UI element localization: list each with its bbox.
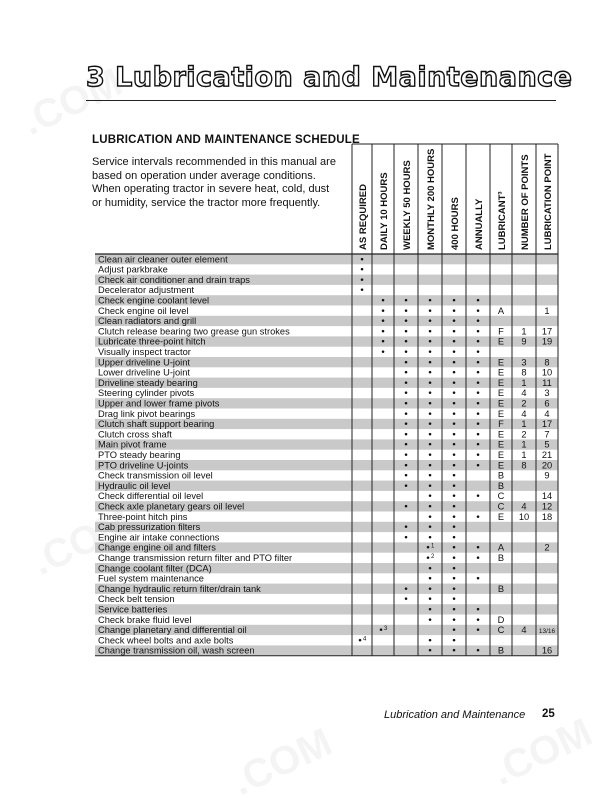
task-label: Change planetary and differential oil: [98, 625, 247, 636]
task-label: Check wheel bolts and axle bolts: [98, 635, 234, 646]
task-label: Adjust parkbrake: [98, 264, 168, 275]
interval-mark: •: [359, 275, 365, 286]
interval-mark: •: [475, 317, 481, 328]
interval-mark: •: [451, 554, 457, 564]
cell-value: 4: [521, 625, 527, 636]
cell-value: B: [497, 645, 505, 656]
interval-mark: •: [427, 399, 433, 410]
cell-value: C: [497, 625, 505, 636]
interval-mark: •: [427, 584, 433, 595]
task-label: Clean radiators and grill: [98, 316, 197, 327]
task-label: Main pivot frame: [98, 439, 167, 450]
interval-mark: •: [451, 492, 457, 503]
interval-mark: •: [475, 574, 481, 585]
footnote-ref: 3: [384, 626, 388, 633]
interval-mark: •: [427, 502, 433, 513]
interval-mark: •: [475, 327, 481, 338]
cell-value: 4: [521, 388, 527, 399]
interval-mark: •: [451, 502, 457, 513]
task-label: Lower driveline U-joint: [98, 367, 190, 378]
cell-value: 1: [521, 439, 527, 450]
cell-value: 6: [544, 398, 550, 409]
column-header: AS REQUIRED: [358, 184, 369, 250]
interval-mark: •: [451, 317, 457, 328]
interval-mark: •: [475, 440, 481, 451]
task-label: Decelerator adjustment: [98, 285, 195, 296]
interval-mark: •: [403, 461, 409, 472]
footnote-ref: 1: [431, 543, 435, 550]
task-label: Lubricate three-point hitch: [98, 336, 206, 347]
interval-mark: •: [427, 368, 433, 379]
cell-value: F: [498, 419, 504, 430]
interval-mark: •: [451, 348, 457, 358]
task-label: Check belt tension: [98, 594, 175, 605]
interval-mark: •: [403, 399, 409, 410]
cell-value: A: [497, 305, 505, 316]
interval-mark: •: [380, 337, 386, 348]
interval-mark: •: [403, 348, 409, 358]
interval-mark: •: [380, 306, 386, 317]
interval-mark: •: [427, 348, 433, 358]
interval-mark: •: [403, 430, 409, 441]
interval-mark: •: [475, 368, 481, 379]
cell-value: 10: [541, 367, 553, 378]
cell-value: 7: [544, 429, 550, 440]
interval-mark: •: [451, 399, 457, 410]
task-label: Check air conditioner and drain traps: [98, 274, 250, 285]
cell-value: 14: [541, 491, 553, 502]
footer-title: Lubrication and Maintenance: [384, 709, 526, 721]
cell-value: E: [497, 336, 505, 347]
column-header: WEEKLY 50 HOURS: [402, 160, 413, 250]
cell-value: D: [497, 614, 505, 625]
interval-mark: •: [451, 337, 457, 348]
interval-mark: •: [451, 543, 457, 554]
interval-mark: •: [427, 327, 433, 338]
cell-value: B: [497, 470, 505, 481]
interval-mark: •: [403, 481, 409, 492]
cell-value: 17: [541, 419, 553, 430]
interval-mark: •: [427, 471, 433, 482]
interval-mark: •: [427, 461, 433, 472]
interval-mark: •: [451, 409, 457, 420]
column-header: ANNUALLY: [474, 198, 485, 250]
interval-mark: •: [403, 389, 409, 400]
cell-value: 2: [521, 429, 527, 440]
interval-mark: •: [451, 574, 457, 585]
interval-mark: •: [359, 255, 365, 266]
interval-mark: •: [475, 306, 481, 317]
cell-value: B: [497, 553, 505, 563]
footnote-ref: 4: [363, 636, 367, 643]
interval-mark: •: [475, 461, 481, 472]
interval-mark: •: [451, 389, 457, 400]
interval-mark: •: [427, 615, 433, 626]
interval-mark: •: [403, 368, 409, 379]
cell-value: 8: [521, 367, 527, 378]
interval-mark: •: [427, 564, 433, 575]
cell-value: 3: [544, 388, 550, 399]
interval-mark: •: [475, 512, 481, 523]
interval-mark: •: [403, 317, 409, 328]
cell-value: 8: [544, 357, 550, 368]
interval-mark: •: [403, 378, 409, 389]
interval-mark: •: [425, 554, 431, 564]
task-label: PTO driveline U-joints: [98, 460, 189, 471]
task-label: Change hydraulic return filter/drain tank: [98, 583, 261, 594]
cell-value: 10: [518, 511, 530, 522]
interval-mark: •: [451, 523, 457, 534]
interval-mark: •: [451, 368, 457, 379]
task-label: Check engine coolant level: [98, 295, 210, 306]
interval-mark: •: [427, 481, 433, 492]
interval-mark: •: [427, 306, 433, 317]
task-label: Fuel system maintenance: [98, 573, 204, 584]
interval-mark: •: [357, 636, 363, 647]
task-label: Check differential oil level: [98, 491, 204, 502]
schedule-title: LUBRICATION AND MAINTENANCE SCHEDULE: [92, 134, 360, 146]
cell-value: 9: [544, 470, 550, 481]
cell-value: 2: [544, 542, 550, 553]
task-label: Check engine oil level: [98, 305, 189, 316]
interval-mark: •: [403, 451, 409, 461]
cell-value: C: [497, 491, 505, 502]
cell-value: 11: [542, 377, 552, 388]
task-label: Driveline steady bearing: [98, 377, 198, 388]
cell-value: A: [497, 542, 505, 553]
interval-mark: •: [380, 327, 386, 338]
column-header: DAILY 10 HOURS: [379, 172, 390, 250]
interval-mark: •: [427, 389, 433, 400]
interval-mark: •: [475, 399, 481, 410]
cell-value: E: [497, 460, 505, 471]
interval-mark: •: [427, 317, 433, 328]
cell-value: E: [497, 357, 505, 368]
task-label: PTO steady bearing: [98, 450, 181, 460]
interval-mark: •: [427, 420, 433, 431]
task-label: Three-point hitch pins: [98, 511, 188, 522]
cell-value: C: [497, 501, 505, 512]
task-label: Clutch shaft support bearing: [98, 419, 215, 430]
interval-mark: •: [403, 409, 409, 420]
task-label: Engine air intake connections: [98, 532, 220, 543]
interval-mark: •: [403, 327, 409, 338]
task-label: Upper and lower frame pivots: [98, 398, 220, 409]
cell-value: 1: [521, 326, 527, 337]
task-label: Upper driveline U-joint: [98, 357, 190, 368]
interval-mark: •: [427, 451, 433, 461]
cell-value: 5: [544, 439, 550, 450]
cell-value: 3: [521, 357, 527, 368]
interval-mark: •: [475, 430, 481, 441]
cell-value: 1: [544, 305, 550, 316]
interval-mark: •: [451, 327, 457, 338]
interval-mark: •: [451, 584, 457, 595]
task-label: Service batteries: [98, 604, 168, 615]
interval-mark: •: [403, 533, 409, 544]
interval-mark: •: [427, 595, 433, 606]
interval-mark: •: [427, 533, 433, 544]
interval-mark: •: [451, 430, 457, 441]
task-label: Steering cylinder pivots: [98, 388, 195, 399]
cell-value: 12: [541, 501, 553, 512]
interval-mark: •: [403, 440, 409, 451]
task-label: Clutch release bearing two grease gun strokes: [98, 326, 290, 337]
task-label: Change transmission return filter and PTO filter: [98, 553, 293, 563]
interval-mark: •: [451, 512, 457, 523]
interval-mark: •: [427, 636, 433, 647]
column-header: MONTHLY 200 HOURS: [426, 148, 437, 250]
task-label: Visually inspect tractor: [98, 347, 191, 357]
cell-value: 1: [521, 450, 527, 460]
interval-mark: •: [451, 451, 457, 461]
cell-value: 19: [541, 336, 553, 347]
cell-value: B: [497, 480, 505, 491]
cell-value: 21: [541, 450, 553, 460]
task-label: Change engine oil and filters: [98, 542, 216, 553]
column-header: LUBRICANT³: [497, 191, 508, 250]
cell-value: 2: [521, 398, 527, 409]
interval-mark: •: [475, 646, 481, 657]
interval-mark: •: [475, 389, 481, 400]
interval-mark: •: [403, 584, 409, 595]
interval-mark: •: [403, 306, 409, 317]
interval-mark: •: [403, 358, 409, 369]
interval-mark: •: [403, 337, 409, 348]
interval-mark: •: [403, 471, 409, 482]
interval-mark: •: [403, 420, 409, 431]
cell-value: 16: [541, 645, 553, 656]
interval-mark: •: [427, 605, 433, 616]
chapter-title: 3 Lubrication and Maintenance: [86, 62, 573, 93]
cell-value: 8: [521, 460, 527, 471]
column-header: NUMBER OF POINTS: [520, 154, 531, 250]
interval-mark: •: [475, 492, 481, 503]
interval-mark: •: [427, 523, 433, 534]
cell-value: E: [497, 429, 505, 440]
interval-mark: •: [359, 265, 365, 276]
interval-mark: •: [451, 420, 457, 431]
interval-mark: •: [380, 348, 386, 358]
task-label: Drag link pivot bearings: [98, 408, 196, 419]
task-label: Cab pressurization filters: [98, 522, 201, 533]
interval-mark: •: [427, 574, 433, 585]
cell-value: E: [497, 367, 505, 378]
interval-mark: •: [475, 296, 481, 307]
interval-mark: •: [403, 502, 409, 513]
interval-mark: •: [380, 296, 386, 307]
task-label: Clean air cleaner outer element: [98, 254, 228, 265]
task-label: Check brake fluid level: [98, 614, 192, 625]
interval-mark: •: [475, 337, 481, 348]
interval-mark: •: [451, 564, 457, 575]
task-label: Change coolant filter (DCA): [98, 563, 212, 574]
interval-mark: •: [451, 378, 457, 389]
interval-mark: •: [427, 358, 433, 369]
interval-mark: •: [427, 430, 433, 441]
interval-mark: •: [475, 378, 481, 389]
cell-value: F: [498, 326, 504, 337]
interval-mark: •: [427, 492, 433, 503]
interval-mark: •: [451, 595, 457, 606]
interval-mark: •: [451, 646, 457, 657]
cell-value: 1: [521, 419, 527, 430]
cell-value: E: [497, 408, 505, 419]
interval-mark: •: [475, 605, 481, 616]
interval-mark: •: [427, 378, 433, 389]
cell-value: 9: [521, 336, 527, 347]
interval-mark: •: [451, 306, 457, 317]
task-label: Check transmission oil level: [98, 470, 213, 481]
interval-mark: •: [451, 296, 457, 307]
interval-mark: •: [425, 543, 431, 554]
cell-value: E: [497, 377, 505, 388]
interval-mark: •: [475, 543, 481, 554]
cell-value: 4: [521, 501, 527, 512]
interval-mark: •: [451, 605, 457, 616]
page-number: 25: [542, 708, 555, 720]
interval-mark: •: [475, 409, 481, 420]
interval-mark: •: [451, 481, 457, 492]
interval-mark: •: [451, 358, 457, 369]
task-label: Check axle planetary gears oil level: [98, 501, 245, 512]
cell-value: 18: [541, 511, 553, 522]
column-header: 400 HOURS: [450, 197, 461, 250]
task-label: Clutch cross shaft: [98, 429, 172, 440]
cell-value: 1: [521, 377, 527, 388]
interval-mark: •: [475, 554, 481, 564]
interval-mark: •: [451, 615, 457, 626]
interval-mark: •: [475, 420, 481, 431]
cell-value: E: [497, 388, 505, 399]
interval-mark: •: [475, 348, 481, 358]
cell-value: E: [497, 450, 505, 460]
column-header: LUBRICATION POINT: [543, 153, 554, 250]
interval-mark: •: [427, 440, 433, 451]
interval-mark: •: [451, 533, 457, 544]
cell-value: 4: [544, 408, 550, 419]
footnote-ref: 2: [431, 554, 435, 560]
interval-mark: •: [427, 337, 433, 348]
task-label: Hydraulic oil level: [98, 480, 171, 491]
interval-mark: •: [427, 512, 433, 523]
cell-value: E: [497, 511, 505, 522]
schedule-intro: Service intervals recommended in this manual are based on operation under average conditions. When operating tractor in severe heat, cold, dust or humidity, service the tractor more frequently.: [92, 156, 336, 209]
cell-value: 20: [541, 460, 553, 471]
interval-mark: •: [451, 461, 457, 472]
interval-mark: •: [475, 451, 481, 461]
interval-mark: •: [427, 296, 433, 307]
interval-mark: •: [427, 409, 433, 420]
interval-mark: •: [403, 595, 409, 606]
interval-mark: •: [451, 636, 457, 647]
interval-mark: •: [451, 626, 457, 637]
interval-mark: •: [451, 471, 457, 482]
interval-mark: •: [359, 286, 365, 297]
interval-mark: •: [380, 317, 386, 328]
interval-mark: •: [475, 615, 481, 626]
interval-mark: •: [378, 626, 384, 637]
cell-value: 4: [521, 408, 527, 419]
cell-value: E: [497, 439, 505, 450]
interval-mark: •: [403, 296, 409, 307]
interval-mark: •: [475, 626, 481, 637]
cell-value: B: [497, 583, 505, 594]
interval-mark: •: [427, 646, 433, 657]
cell-value: E: [497, 398, 505, 409]
cell-value: 13/16: [538, 628, 556, 636]
task-label: Change transmission oil, wash screen: [98, 645, 255, 656]
interval-mark: •: [403, 523, 409, 534]
cell-value: 17: [541, 326, 553, 337]
interval-mark: •: [475, 358, 481, 369]
interval-mark: •: [451, 440, 457, 451]
